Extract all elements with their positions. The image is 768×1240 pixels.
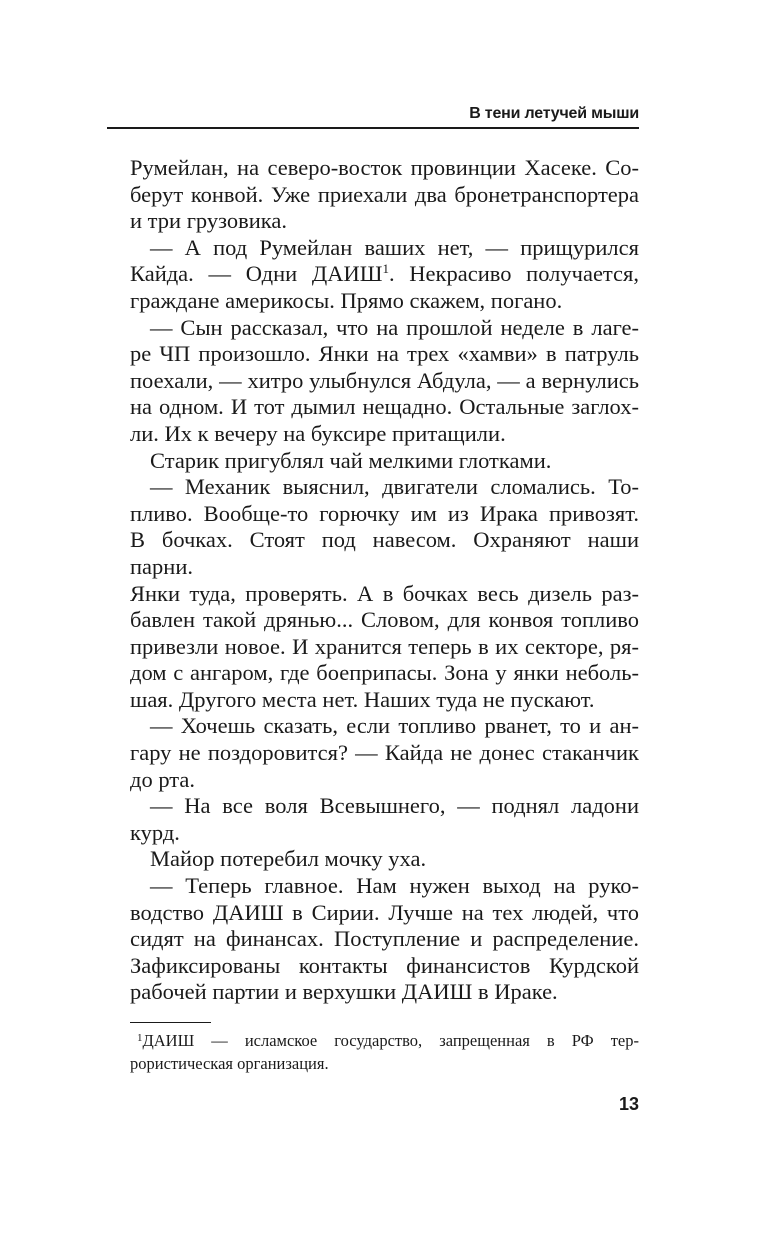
paragraph-cont [130,607,639,634]
paragraph [130,315,639,342]
paragraph [130,713,639,740]
paragraph-end [130,687,639,714]
paragraph-cont [130,953,639,980]
paragraph [130,235,639,262]
text-line: — Механик выяснил, двигатели сломались. То- [150,474,639,500]
text-line: граждане америкосы. Прямо скажем, погано. [130,287,563,313]
text-line: — Сын рассказал, что на прошлой неделе в лаге- [150,314,639,340]
text-line: Кайда. — Одни ДАИШ [130,261,383,287]
text-line: на одном. И тот дымил нещадно. Остальные заглох- [130,394,639,420]
text-line: поехали, — хитро улыбнулся Абдула, — а вернулись [130,367,639,393]
text-line: Зафиксированы контакты финансистов Курдской [130,952,639,978]
paragraph-cont [130,660,639,687]
footnote-line-text: ДАИШ — исламское государство, запрещенная в РФ тер- [142,1031,639,1050]
text-line: водство ДАИШ в Сирии. Лучше на тех людей, что [130,899,639,925]
text-line: до рта. [130,766,195,792]
text-line: — На все воля Всевышнего, — поднял ладони [150,793,639,819]
paragraph [130,793,639,820]
footnote-line: рористическая организация. [130,1054,329,1073]
footnote [130,1027,639,1075]
text-line: дом с ангаром, где боеприпасы. Зона у янки неболь- [130,660,639,686]
text-line: — Хочешь сказать, если топливо рванет, то и ан- [150,713,639,739]
footnote-line [130,1027,639,1052]
paragraph-cont [130,926,639,953]
header-rule [107,127,639,129]
paragraph-cont [130,634,639,661]
paragraph [130,155,639,208]
paragraph-cont [130,501,639,528]
paragraph-end [130,288,639,315]
paragraph-cont [130,740,639,767]
paragraph-end [130,767,639,794]
text-line: и три грузовика. [130,208,287,234]
paragraph-cont [130,341,639,368]
paragraph-end [130,820,639,847]
text-line: Янки туда, проверять. А в бочках весь дизель раз- [130,580,639,606]
body-text [130,155,639,1006]
text-line: ли. Их к вечеру на буксире притащили. [130,420,506,446]
paragraph [130,474,639,501]
text-line: Румейлан, на северо-восток провинции Хасеке. Со- [130,155,639,180]
page-number: 13 [618,1094,639,1114]
paragraph-end [130,979,639,1006]
text-line: шая. Другого места нет. Наших туда не пускают. [130,686,595,712]
text-line: привезли новое. И хранится теперь в их секторе, ря- [130,633,639,659]
paragraph-cont [130,900,639,927]
paragraph-cont [130,394,639,421]
text-line: пливо. Вообще-то горючку им из Ирака привозят. [130,500,639,526]
footnote-text [130,1027,639,1075]
text-line: — А под Румейлан ваших нет, — прищурился [150,234,639,260]
text-line: В бочках. Стоят под навесом. Охраняют наши парни. [130,527,639,579]
text-line: курд. [130,819,180,845]
footnote-rule [130,1022,211,1023]
paragraph-end [130,208,639,235]
text-line: . Некрасиво получается, [388,261,639,287]
paragraph-end [130,421,639,448]
text-line: бавлен такой дрянью... Словом, для конвоя топливо [130,607,639,633]
text-line: ре ЧП произошло. Янки на трех «хамви» в патруль [130,341,639,367]
paragraph-cont [130,368,639,395]
text-line: — Теперь главное. Нам нужен выход на руко- [150,873,639,899]
text-line: рабочей партии и верхушки ДАИШ в Ираке. [130,979,558,1005]
text-line: берут конвой. Уже приехали два бронетранспортера [130,181,639,207]
paragraph-cont [130,527,639,580]
footnote-mark: 1 [137,1032,143,1044]
paragraph-cont [130,581,639,608]
text-line: Старик пригублял чай мелкими глотками. [150,447,552,473]
text-line: гару не поздоровится? — Кайда не донес стаканчик [130,740,639,766]
paragraph-cont [130,261,639,288]
paragraph [130,448,639,475]
text-line: Майор потеребил мочку уха. [150,846,427,872]
paragraph [130,873,639,900]
paragraph [130,846,639,873]
running-head: В тени летучей мыши [469,105,639,122]
text-line: сидят на финансах. Поступление и распределение. [130,926,639,952]
footnote-reference[interactable]: 1 [382,261,389,277]
